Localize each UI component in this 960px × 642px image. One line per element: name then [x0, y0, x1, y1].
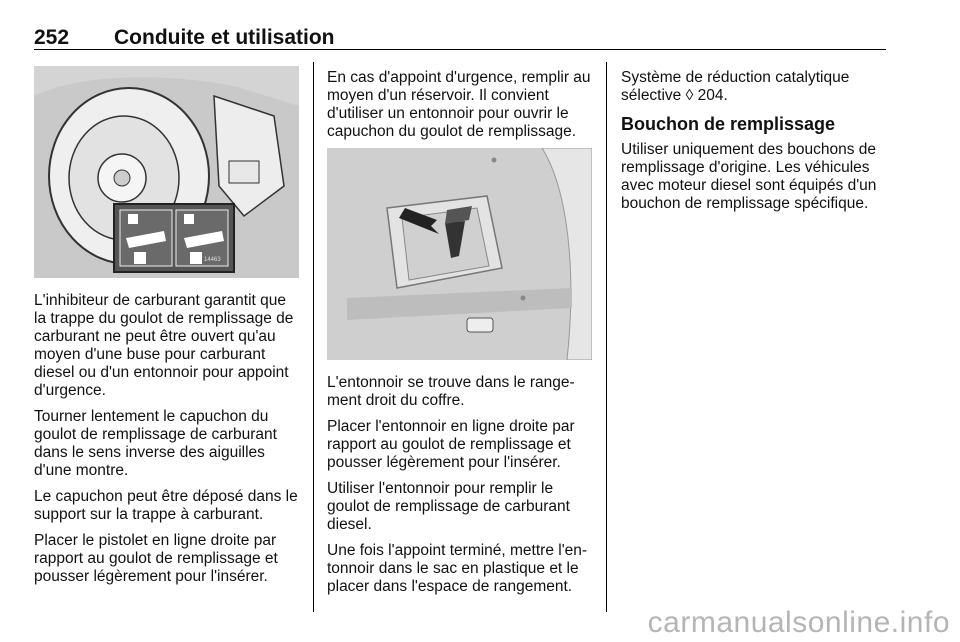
column-3-text: [621, 69, 889, 221]
column-1-text: [34, 292, 302, 594]
chapter-title: Conduite et utilisation: [114, 26, 335, 49]
paragraph: Une fois l'appoint terminé, mettre l'en-tonnoir dans le sac en plastique et le placer dans l'espace de rangement.: [327, 542, 588, 595]
section-heading: Bouchon de remplissage: [621, 114, 836, 134]
figure-code: 14463: [204, 257, 221, 263]
paragraph: L'inhibiteur de carburant garantit que la trappe du goulot de remplissage de carburant ne peut être ouvert qu'au moyen d'une buse pour carburant diesel ou d'un entonnoir pour appoint d'urgence.: [34, 292, 294, 399]
cross-reference-page: 204.: [693, 87, 728, 104]
column-2-text: [327, 374, 593, 604]
paragraph: Placer le pistolet en ligne droite par rapport au goulot de remplissage et pousser légèrement pour l'insérer.: [34, 532, 278, 585]
paragraph: Utiliser l'entonnoir pour remplir le goulot de remplissage de carburant diesel.: [327, 480, 570, 533]
column-2-top-text: [327, 69, 593, 149]
paragraph: Utiliser uniquement des bouchons de remplissage d'origine. Les véhicules avec moteur diesel sont équipés d'un bouchon de remplissage spécifique.: [621, 141, 877, 212]
paragraph: En cas d'appoint d'urgence, remplir au moyen d'un réservoir. Il convient d'utiliser un entonnoir pour ouvrir le capuchon du goulot de remplissage.: [327, 69, 591, 140]
arrow-ref-icon: ◊: [685, 87, 694, 104]
paragraph: Le capuchon peut être déposé dans le support sur la trappe à carburant.: [34, 488, 298, 523]
column-divider-2: [606, 62, 607, 612]
cross-reference-text: Système de réduction catalytique sélective: [621, 69, 850, 104]
paragraph: Tourner lentement le capuchon du goulot de remplissage de carburant dans le sens inverse des aiguilles d'une montre.: [34, 408, 277, 479]
paragraph: L'entonnoir se trouve dans le range-ment droit du coffre.: [327, 374, 575, 409]
cross-reference-paragraph: [621, 69, 889, 105]
header-rule: [34, 49, 886, 50]
page-header: [34, 26, 886, 50]
column-divider-1: [313, 62, 314, 612]
paragraph: Placer l'entonnoir en ligne droite par rapport au goulot de remplissage et pousser légèrement pour l'insérer.: [327, 418, 575, 471]
fuel-flap-figure: [34, 66, 299, 278]
trunk-storage-figure: [327, 148, 592, 360]
page-number: 252: [34, 26, 70, 49]
watermark: carmanualsonline.info: [647, 606, 950, 639]
